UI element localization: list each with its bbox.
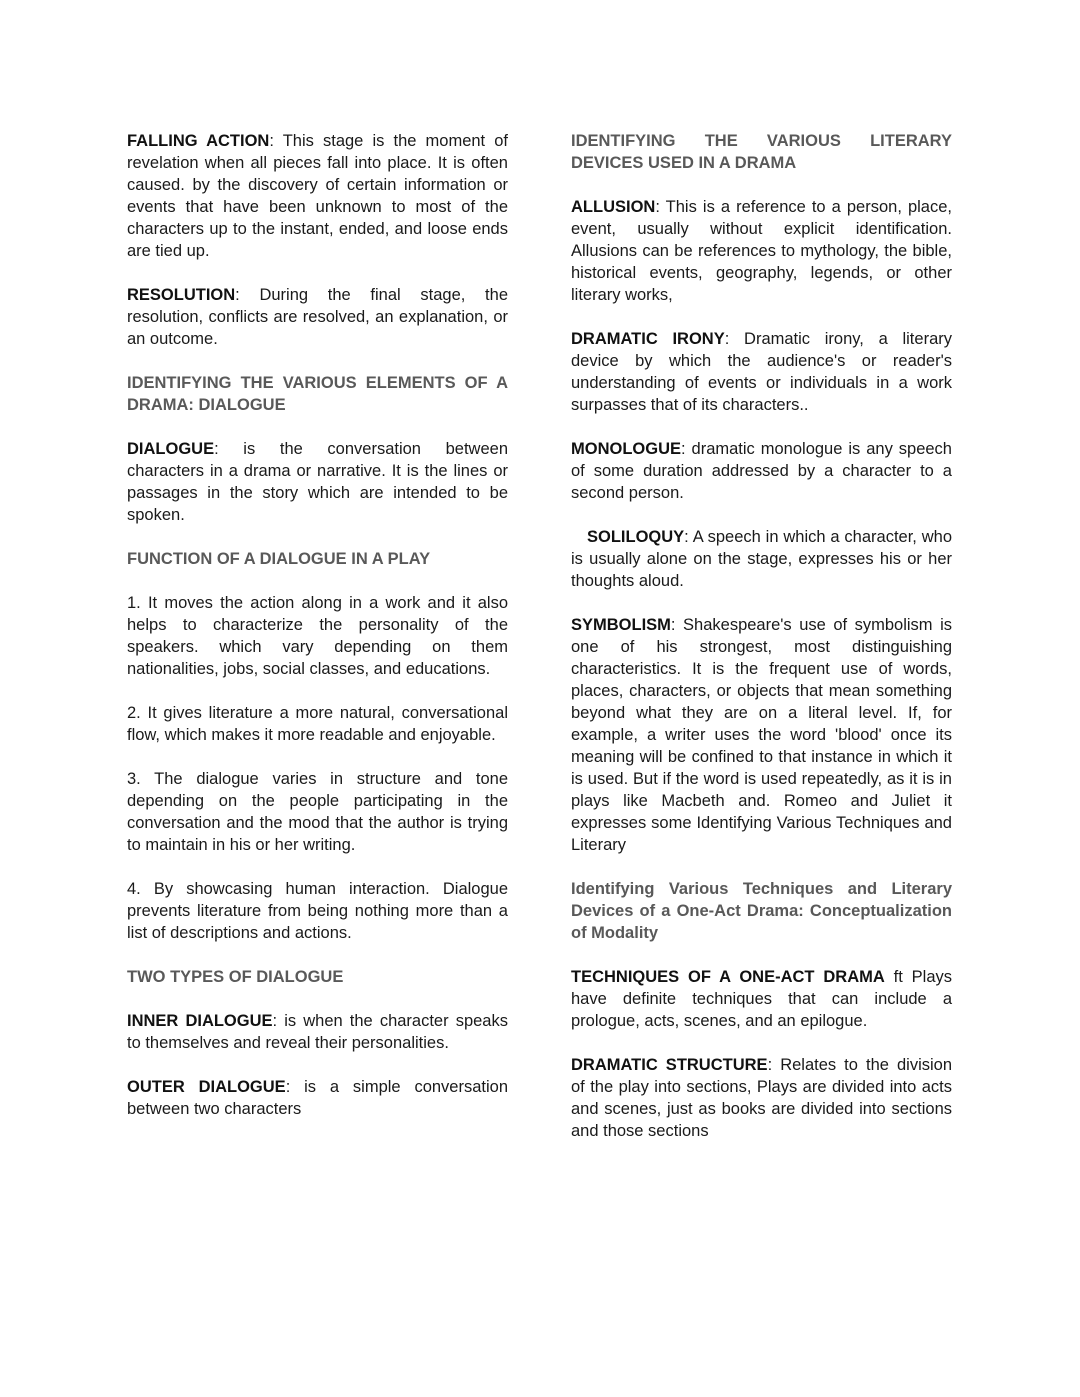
term-body: : is a simple conversation between two characters [127, 1078, 508, 1118]
left-column [127, 130, 508, 1337]
term-body: ft Plays have definite techniques that can include a prologue, acts, scenes, and an epilogue. [571, 968, 953, 1030]
para-outer-dialogue [127, 1076, 508, 1120]
term-dialogue: DIALOGUE [127, 440, 215, 458]
heading-function-of-dialogue: FUNCTION OF A DIALOGUE IN A PLAY [127, 550, 431, 568]
para-dramatic-irony [571, 328, 952, 416]
term-body: : is when the character speaks to themselves and reveal their personalities. [127, 1012, 508, 1052]
term-techniques-one-act-drama: TECHNIQUES OF A ONE-ACT DRAMA [571, 968, 885, 986]
term-body: : dramatic monologue is any speech of some duration addressed by a character to a second person. [571, 440, 952, 502]
para-function-item-4: 4. By showcasing human interaction. Dialogue prevents literature from being nothing more than a list of descriptions and actions. [127, 880, 508, 942]
heading-literary-devices: IDENTIFYING THE VARIOUS LITERARY DEVICES USED IN A DRAMA [571, 132, 952, 172]
term-symbolism: SYMBOLISM [571, 616, 671, 634]
heading-two-types-of-dialogue: TWO TYPES OF DIALOGUE [127, 968, 344, 986]
right-column [571, 130, 952, 1337]
para-resolution [127, 284, 508, 350]
term-outer-dialogue: OUTER DIALOGUE [127, 1078, 286, 1096]
para-dialogue [127, 438, 508, 526]
para-soliloquy [571, 526, 952, 592]
para-function-item-3: 3. The dialogue varies in structure and tone depending on the people participating in the conversation and the mood that the author is trying to maintain in his or her writing. [127, 770, 508, 854]
term-resolution: RESOLUTION [127, 286, 236, 304]
term-monologue: MONOLOGUE [571, 440, 681, 458]
term-dramatic-irony: DRAMATIC IRONY [571, 330, 725, 348]
term-body: : is the conversation between characters in a drama or narrative. It is the lines or passages in the story which are intended to be spoken. [127, 440, 508, 524]
term-body: : Dramatic irony, a literary device by which the audience's or reader's understanding of events or individuals in a work surpasses that of its characters.. [571, 330, 952, 414]
term-body: : A speech in which a character, who is usually alone on the stage, expresses his or her thoughts aloud. [571, 528, 952, 590]
para-function-item-1: 1. It moves the action along in a work and it also helps to characterize the personality of the speakers. which vary depending on them nationalities, jobs, social classes, and educations. [127, 594, 508, 678]
para-inner-dialogue [127, 1010, 508, 1054]
term-body: : During the final stage, the resolution, conflicts are resolved, an explanation, or an outcome. [127, 286, 508, 348]
term-body: : Shakespeare's use of symbolism is one of his strongest, most distinguishing characteristics. It is the frequent use of words, places, characters, or objects that mean something beyond what they are on a literal level. If, for example, a writer uses the word 'blood' once its meaning will be confined to that instance in which it is used. But if the word is used repeatedly, as it is in plays like Macbeth and. Romeo and Juliet it expresses some Identifying Various Techniques and Literary [571, 616, 952, 854]
para-symbolism [571, 614, 952, 856]
heading-one-act-drama-modality: Identifying Various Techniques and Literary Devices of a One-Act Drama: Conceptualization of Modality [571, 880, 952, 942]
term-body: : Relates to the division of the play into sections, Plays are divided into acts and scenes, just as books are divided into sections and those sections [571, 1056, 953, 1140]
para-dramatic-structure [571, 1054, 952, 1142]
term-body: : This is a reference to a person, place, event, usually without explicit identification. Allusions can be references to mythology, the bible, historical events, geography, legends, or other literary works, [571, 198, 952, 304]
para-techniques-one-act-drama [571, 966, 952, 1032]
term-inner-dialogue: INNER DIALOGUE [127, 1012, 273, 1030]
term-body: : This stage is the moment of revelation when all pieces fall into place. It is often caused. by the discovery of certain information or events that have been unknown to most of the characters up to the instant, ended, and loose ends are tied up. [127, 132, 509, 260]
heading-elements-of-drama-dialogue: IDENTIFYING THE VARIOUS ELEMENTS OF A DRAMA: DIALOGUE [127, 374, 508, 414]
para-monologue [571, 438, 952, 504]
para-falling-action [127, 130, 508, 262]
term-soliloquy: SOLILOQUY [587, 528, 685, 546]
term-dramatic-structure: DRAMATIC STRUCTURE [571, 1056, 768, 1074]
term-falling-action: FALLING ACTION [127, 132, 270, 150]
para-function-item-2: 2. It gives literature a more natural, conversational flow, which makes it more readable and enjoyable. [127, 704, 508, 744]
para-allusion [571, 196, 952, 306]
term-allusion: ALLUSION [571, 198, 656, 216]
